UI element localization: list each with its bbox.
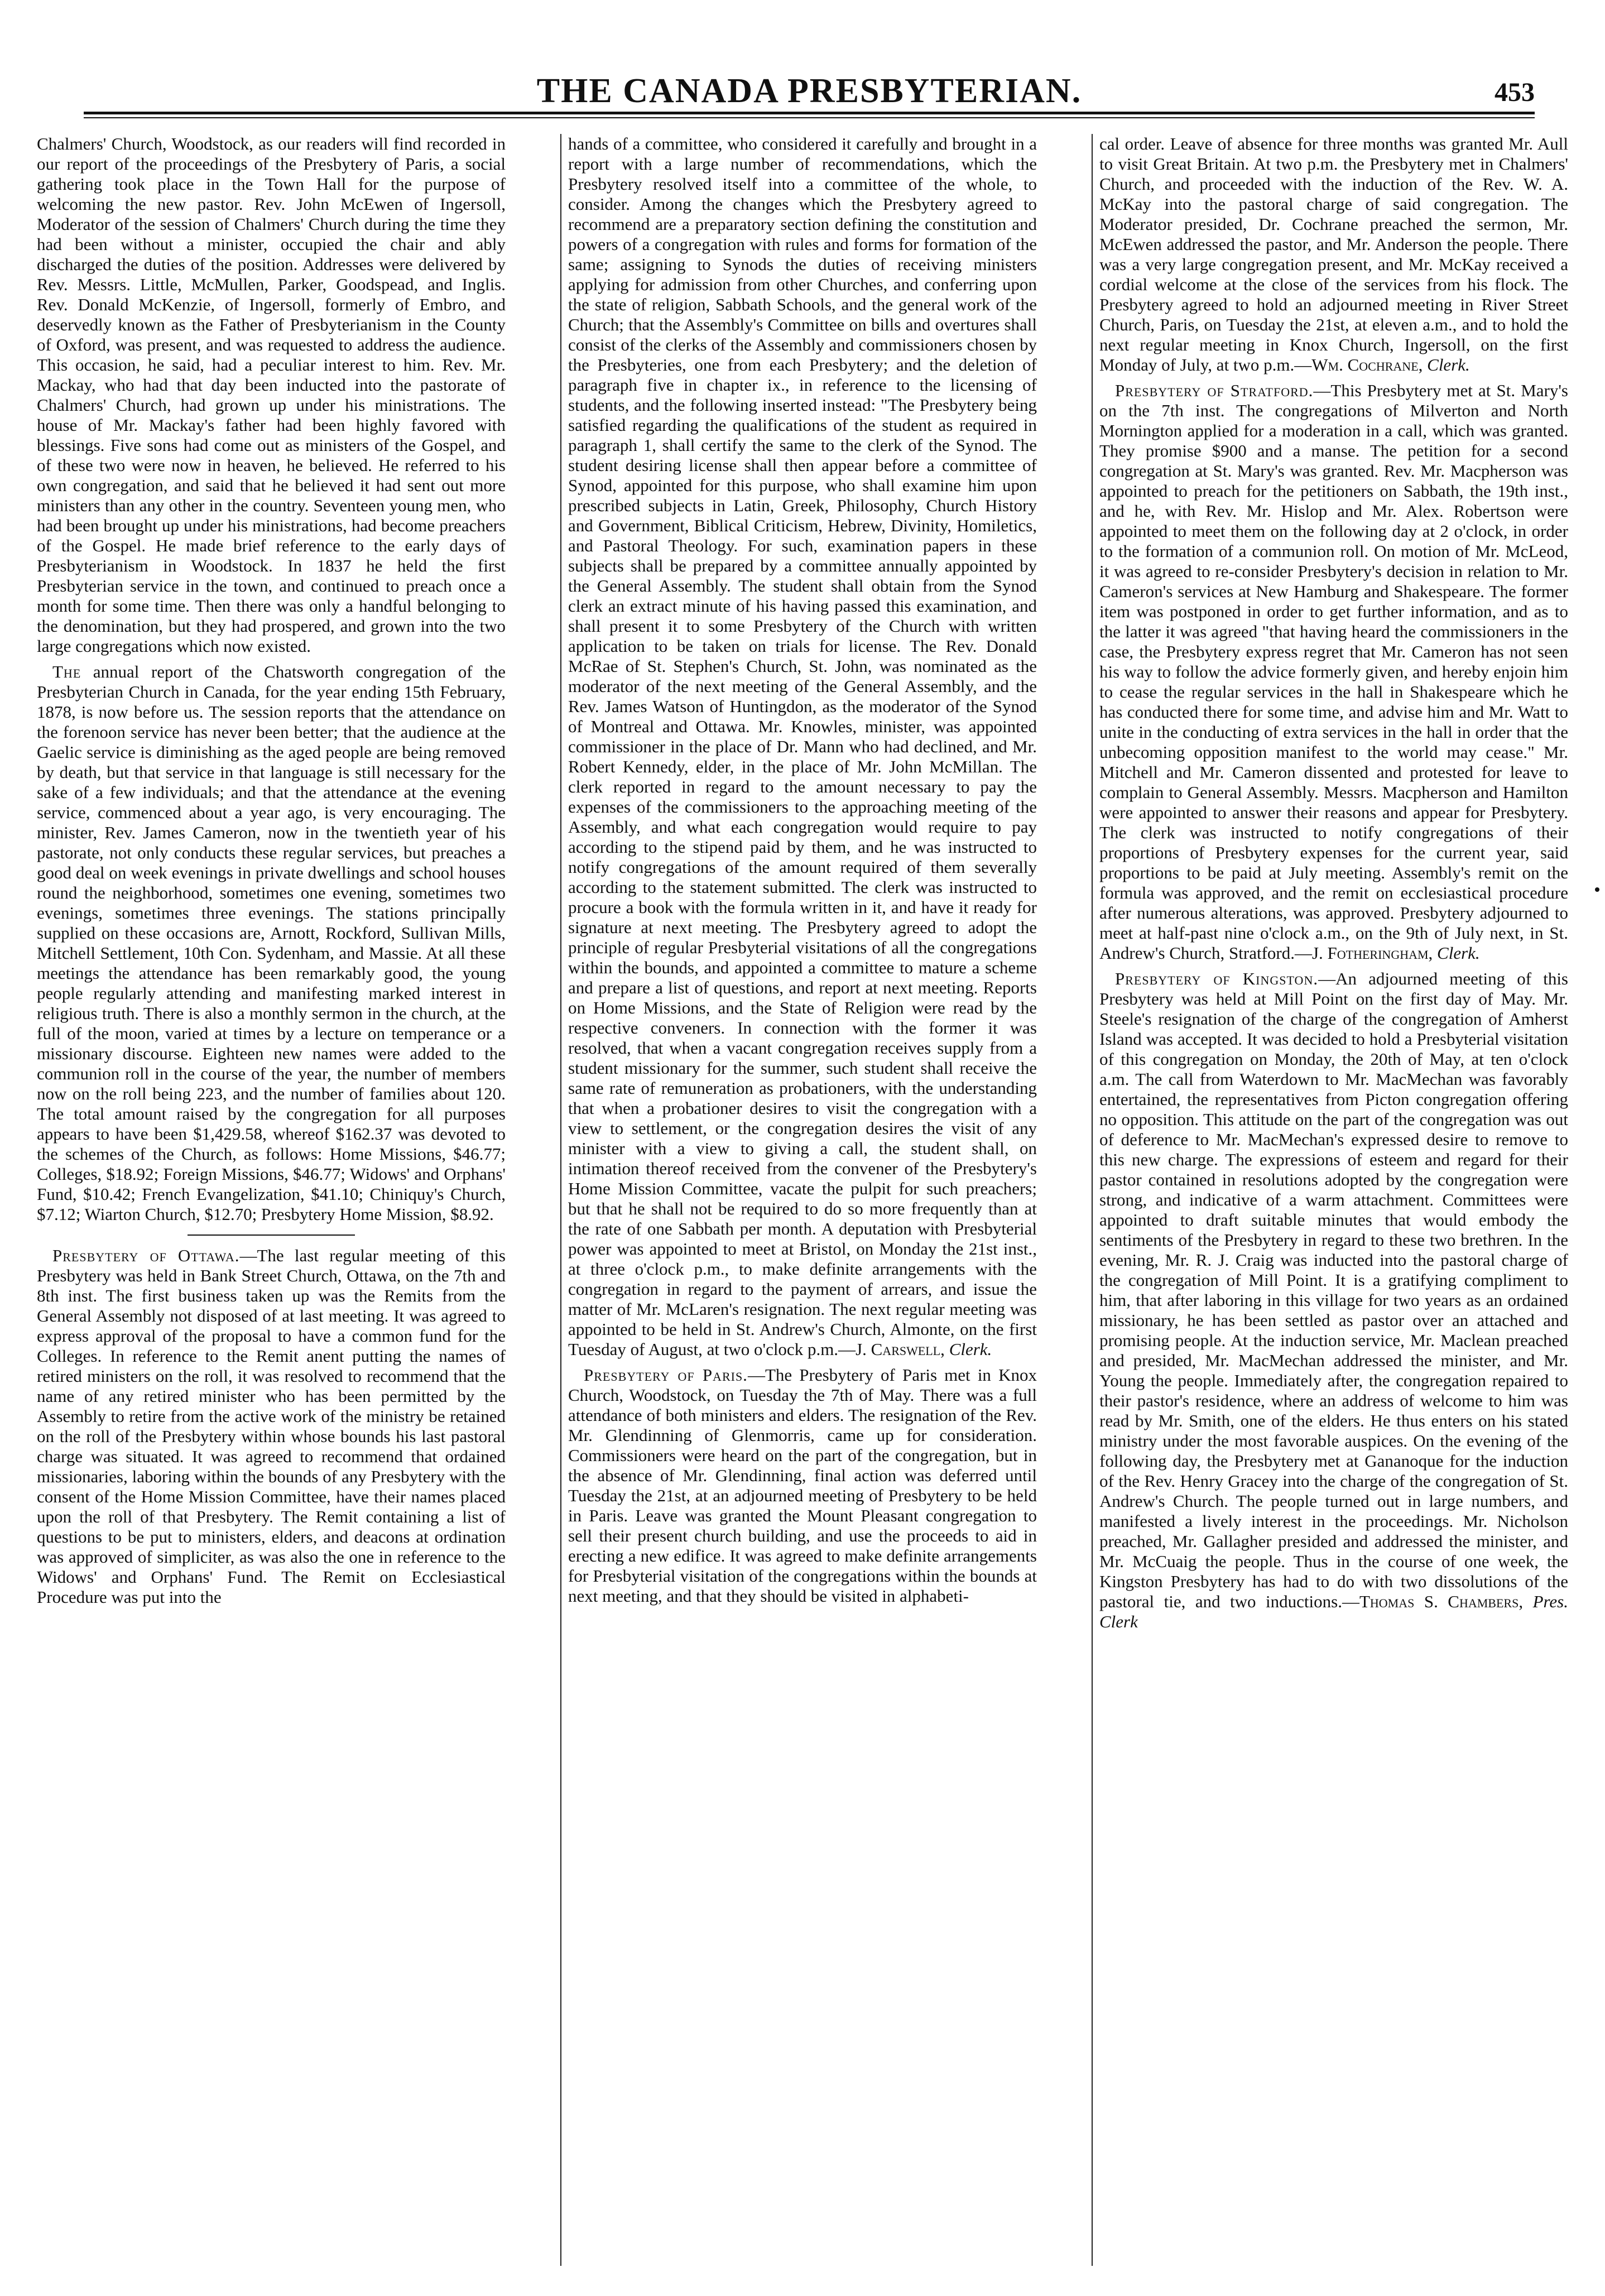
masthead: [84, 67, 1535, 128]
article-body: —The last regular meeting of this Presbytery was held in Bank Street Church, Ottawa, on the 7th and 8th inst. The first business taken up was the Remits from the General Assembly not disposed of at last meeting. It was agreed to express approval of the proposal to have a common fund for the Colleges. In reference to the Remit anent putting the names of retired ministers on the roll, it was resolved to recommend that the name of any retired minister who has been permitted by the Assembly to retire from the active work of the ministry be retained on the roll of the Presbytery within whose bounds his last pastoral charge was situated. It was agreed to recommend that ordained missionaries, laboring within the bounds of any Presbytery with the consent of the Home Mission Committee, have their names placed upon the roll of that Presbytery. The Remit containing a list of questions to be put to ministers, elders, and deacons at ordination was approved of simpliciter, as was also the one in reference to the Widows' and Orphans' Fund. The Remit on Ecclesiastical Procedure was put into the: [37, 1246, 506, 1607]
clerk-title: Clerk.: [1427, 355, 1470, 374]
article-body: annual report of the Chatsworth congregation of the Presbyterian Church in Canada, for the year ending 15th February, 1878, is now before us. The session reports that the attendance on the forenoon service has never been better; that the audience at the Gaelic service is diminishing as the aged people are being removed by death, but that service in that language is still necessary for the sake of a few individuals; and that the attendance at the evening service, commenced about a year ago, is very encouraging. The minister, Rev. James Cameron, now in the twentieth year of his pastorate, not only conducts these regular services, but preaches a good deal on week evenings in private dwellings and school houses round the neighborhood, sometimes one evening, sometimes two evenings, sometimes three evenings. The stations principally supplied on these occasions are, Arnott, Rockford, Sullivan Mills, Mitchell Settlement, 10th Con. Sydenham, and Massie. At all these meetings the attendance has been remarkably good, the young people regularly attending and manifesting marked interest in religious truth. There is also a monthly sermon in the church, at the full of the moon, varied at times by a lecture on temperance or a missionary discourse. Eighteen new names were added to the communion roll in the course of the year, the number of members now on the roll being 223, and the number of families about 120. The total amount raised by the congregation for all purposes appears to have been $1,429.58, whereof $162.37 was devoted to the schemes of the Church, as follows: Home Missions, $46.77; Colleges, $18.92; Foreign Missions, $46.77; Widows' and Orphans' Fund, $10.42; French Evangelization, $41.10; Chiniquy's Church, $7.12; Wiarton Church, $12.70; Presbytery Home Mission, $8.92.: [37, 662, 506, 1224]
signature: Wm. Cochrane,: [1311, 355, 1423, 374]
column-divider: [560, 134, 561, 2266]
header-rule: [84, 112, 1535, 114]
article-presbytery-stratford: [1099, 381, 1568, 963]
article-body: cal order. Leave of absence for three months was granted Mr. Aull to visit Great Britain. At two p.m. the Presbytery met in Chalmers' Church, and proceeded with the induction of the Rev. W. A. McKay into the pastoral charge of said congregation. The Moderator presided, Dr. Cochrane preached the sermon, Mr. McEwen addressed the pastor, and Mr. Anderson the people. There was a very large congregation present, and Mr. McKay received a cordial welcome at the close of the services from his flock. The Presbytery agreed to hold an adjourned meeting in River Street Church, Paris, on Tuesday the 21st, at eleven a.m., and to hold the next regular meeting in Knox Church, Ingersoll, on the first Monday of July, at two p.m.—: [1099, 134, 1568, 374]
column-2: [568, 134, 1037, 2266]
header-rule-thin: [84, 117, 1535, 118]
article-chatsworth: [37, 662, 506, 1224]
signature: J. Fotheringham,: [1311, 943, 1433, 963]
signature: Thomas S. Chambers,: [1359, 1592, 1524, 1611]
margin-mark: [1595, 887, 1599, 892]
article-body: hands of a committee, who considered it carefully and brought in a report with a large number of recommendations, which the Presbytery resolved itself into a committee of the whole, to consider. Among the changes which the Presbytery agreed to recommend are a preparatory section defining the constitution and powers of a congregation with rules and forms for formation of the same; assigning to Synods the duties of receiving ministers applying for admission from other Churches, and conferring upon the state of religion, Sabbath Schools, and the general work of the Church; that the Assembly's Committee on bills and overtures shall consist of the clerks of the Assembly and commissioners chosen by the Presbyteries, one from each Presbytery; and the deletion of paragraph five in chapter ix., in reference to the licensing of students, and the following inserted instead: "The Presbytery being satisfied regarding the qualifications of the student as required in paragraph 1, shall certify the same to the clerk of the Synod. The student desiring license shall then appear before a committee of Synod, appointed for this purpose, who shall examine him upon prescribed subjects in Latin, Greek, Philosophy, Church History and Government, Biblical Criticism, Hebrew, Divinity, Homiletics, and Pastoral Theology. For such, examination papers in these subjects shall be prepared by a committee annually appointed by the General Assembly. The student shall obtain from the Synod clerk an extract minute of his having passed this examination, and shall present it to some Presbytery of the Church with written application to be taken on trials for license. The Rev. Donald McRae of St. Stephen's Church, St. John, was nominated as the moderator of the next meeting of the General Assembly, and the Rev. James Watson of Huntingdon, as the moderator of the Synod of Montreal and Ottawa. Mr. Knowles, minister, was appointed commissioner in the place of Dr. Mann who had declined, and Mr. Robert Kennedy, elder, in the place of Mr. John McMillan. The clerk reported in regard to the amount necessary to pay the expenses of the commissioners to the approaching meeting of the Assembly, and what each congregation would require to pay according to the stipend paid by them, and he was instructed to notify congregations of the amount required of them severally according to the statement submitted. The clerk was instructed to procure a book with the formula written in it, and have it ready for signature at next meeting. The Presbytery agreed to adopt the principle of regular Presbyterial visitations of all the congregations within the bounds, and appointed a committee to mature a scheme and prepare a list of questions, and report at next meeting. Reports on Home Missions, and the State of Religion were read by the respective conveners. In connection with the former it was resolved, that when a vacant congregation receives supply from a student missionary for the summer, such student shall receive the same rate of remuneration as probationers, with the understanding that when a probationer desires to visit the congregation with a view to settlement, or the congregation desires the visit of any minister with a view to giving a call, the student shall, on intimation thereof received from the convener of the Presbytery's Home Mission Committee, vacate the pulpit for such preachers; but that he shall not be required to do so more frequently than at the rate of one Sabbath per month. A deputation with Presbyterial power was appointed to meet at Bristol, on Monday the 21st inst., at three o'clock p.m., to make definite arrangements with the congregation in regard to the payment of arrears, and issue the matter of Mr. McLaren's resignation. The next regular meeting was appointed to be held in St. Andrew's Church, Almonte, on the first Tuesday of August, at two o'clock p.m.—: [568, 134, 1037, 1359]
article-lead: Presbytery of Paris.: [584, 1365, 748, 1385]
article-presbytery-kingston: [1099, 969, 1568, 1632]
article-presbytery-ottawa: [37, 1246, 506, 1607]
article-presbytery-paris-cont: [1099, 134, 1568, 375]
clerk-title: Pres. Clerk: [1099, 1592, 1568, 1631]
article-body: —This Presbytery met at St. Mary's on the 7th inst. The congregations of Milverton and North Mornington applied for a moderation in a call, which was granted. They promise $900 and a manse. The petition for a second congregation at St. Mary's was granted. Rev. Mr. Macpherson was appointed to preach for the petitioners on Sabbath, the 19th inst., and he, with Rev. Mr. Hislop and Mr. Alex. Robertson were appointed to meet them on the following day at 2 o'clock, in order to the formation of a communion roll. On motion of Mr. McLeod, it was agreed to re-consider Presbytery's decision in relation to Mr. Cameron's services at New Hamburg and Shakespeare. The former item was postponed in order to get further information, and as to the latter it was agreed "that having heard the commissioners in the case, the Presbytery express regret that Mr. Cameron has not seen his way to follow the advice formerly given, and hereby enjoin him to cease the regular services in the hall in Shakespeare which he has conducted there for some time, and advise him and Mr. Watt to unite in the conducting of extra services in the hall in order that the unbecoming opposition manifest to the world may cease." Mr. Mitchell and Mr. Cameron dissented and protested for leave to complain to General Assembly. Messrs. Macpherson and Hamilton were appointed to answer their reasons and appear for Presbytery. The clerk was instructed to notify congregations of their proportions of Presbytery expenses for the current year, said proportions to be paid at July meeting. Assembly's remit on the formula was approved, and the remit on ecclesiastical procedure after numerous alterations, was approved. Presbytery adjourned to meet at half-past nine o'clock a.m., on the 9th of July next, in St. Andrew's Church, Stratford.—: [1099, 381, 1568, 963]
article-lead: Presbytery of Stratford.: [1115, 381, 1314, 400]
article-body: —An adjourned meeting of this Presbytery was held at Mill Point on the first day of May. Mr. Steele's resignation of the charge of the congregation of Amherst Island was accepted. It was decided to hold a Presbyterial visitation of this congregation on Monday, the 20th of May, at ten o'clock a.m. The call from Waterdown to Mr. MacMechan was favorably entertained, the representatives from Picton congregation offering no opposition. This attitude on the part of the congregation was out of deference to Mr. MacMechan's expressed desire to remove to this new charge. The expressions of esteem and regard for their pastor contained in resolutions adopted by the congregation were strong, and indicative of a warm attachment. Committees were appointed to draft suitable minutes that would embody the sentiments of the Presbytery in regard to these two brethren. In the evening, Mr. R. J. Craig was inducted into the pastoral charge of the congregation of Mill Point. It is a gratifying compliment to him, that after laboring in this village for two years as an ordained missionary, he has been settled as pastor over an attached and promising people. At the induction service, Mr. Maclean preached and presided, Mr. MacMechan addressed the minister, and Mr. Young the people. Immediately after, the congregation repaired to their pastor's residence, where an address of welcome to him was read by Mr. Smith, one of the elders. He thus enters on his stated ministry under the most favorable auspices. On the evening of the following day, the Presbytery met at Gananoque for the induction of the Rev. Henry Gracey into the charge of the congregation of St. Andrew's Church. The people turned out in large numbers, and manifested a lively interest in the proceedings. Mr. Nicholson preached, Mr. Gallagher presided and addressed the minister, and Mr. McCuaig the people. Thus in the course of one week, the Kingston Presbytery has had to do with two dissolutions of the pastoral tie, and two inductions.—: [1099, 969, 1568, 1611]
article-chalmers-church: Chalmers' Church, Woodstock, as our readers will find recorded in our report of the proceedings of the Presbytery of Paris, a social gathering took place in the Town Hall for the purpose of welcoming the new pastor. Rev. John McEwen of Ingersoll, Moderator of the session of Chalmers' Church during the time they had been without a minister, occupied the chair and ably discharged the duties of the position. Addresses were delivered by Rev. Messrs. Little, McMullen, Parker, Goodspead, and Inglis. Rev. Donald McKenzie, of Ingersoll, formerly of Embro, and deservedly known as the Father of Presbyterianism in the County of Oxford, was present, and was requested to address the audience. This occasion, he said, had a peculiar interest to him. Rev. Mr. Mackay, who had that day been inducted into the pastorate of Chalmers' Church, had grown up under his ministrations. The house of Mr. Mackay's father had been highly favored with blessings. Five sons had come out as ministers of the Gospel, and of these two were now in heaven, he believed. He referred to his own congregation, and said that he believed it had sent out more ministers than any other in the country. Seventeen young men, who had been brought up under his ministrations, had become preachers of the Gospel. He made brief reference to the early days of Presbyterianism in Woodstock. In 1837 he held the first Presbyterian service in the town, and continued to preach once a month for some time. Then there was only a handful belonging to the denomination, but they had prospered, and grown into the two large congregations which now existed.: [37, 134, 506, 656]
column-divider: [1092, 134, 1093, 2266]
column-3: [1099, 134, 1568, 2266]
clerk-title: Clerk.: [949, 1339, 992, 1359]
article-lead: Presbytery of Kingston.: [1115, 969, 1319, 988]
page-number: 453: [1495, 78, 1535, 107]
article-body: —The Presbytery of Paris met in Knox Church, Woodstock, on Tuesday the 7th of May. There was a full attendance of both ministers and elders. The resignation of the Rev. Mr. Glendinning of Glenmorris, came up for consideration. Commissioners were heard on the part of the congregation, but in the absence of Mr. Glendinning, final action was deferred until Tuesday the 21st, at an adjourned meeting of Presbytery to be held in Paris. Leave was granted the Mount Pleasant congregation to sell their present church building, and use the proceeds to aid in erecting a new edifice. It was agreed to make definite arrangements for Presbyterial visitation of the congregations within the bounds at next meeting, and that they should be visited in alphabeti-: [568, 1365, 1037, 1606]
article-lead: Presbytery of Ottawa.: [52, 1246, 240, 1265]
article-presbytery-paris: [568, 1365, 1037, 1606]
section-divider: [188, 1235, 355, 1236]
column-1: [37, 134, 506, 2266]
clerk-title: Clerk.: [1437, 943, 1480, 963]
article-presbytery-ottawa-cont: [568, 134, 1037, 1360]
article-lead: The: [52, 662, 81, 681]
page-title: THE CANADA PRESBYTERIAN.: [536, 72, 1082, 110]
signature: J. Carswell,: [856, 1339, 945, 1359]
